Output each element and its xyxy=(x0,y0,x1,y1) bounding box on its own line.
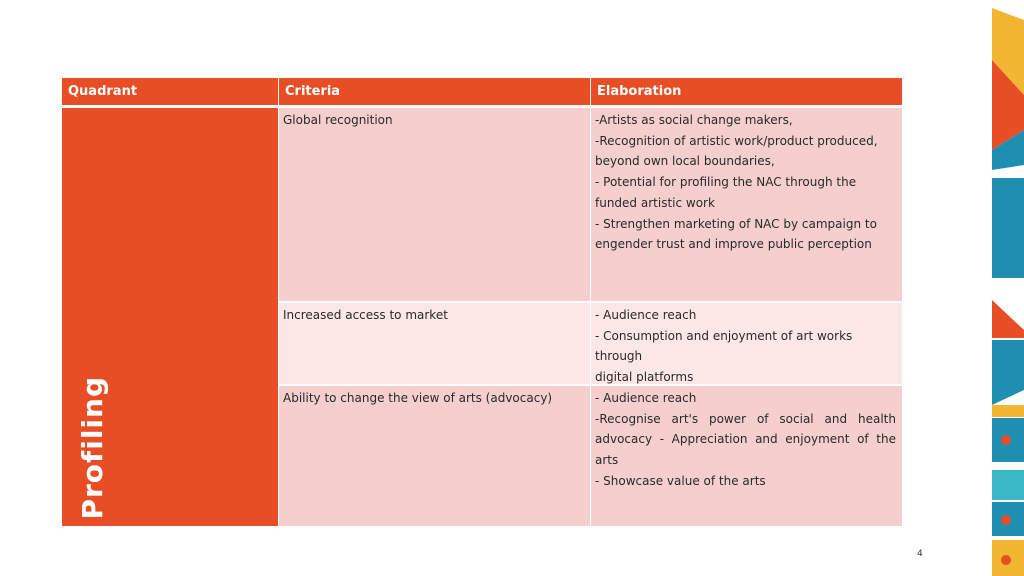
elaboration-line: digital platforms xyxy=(595,370,694,385)
page-number: 4 xyxy=(917,549,923,559)
criteria-text: Ability to change the view of arts (advocacy) xyxy=(283,391,553,405)
elaboration-line: - Potential for profiling the NAC through the xyxy=(595,175,857,190)
header-elaboration: Elaboration xyxy=(591,78,902,105)
header-criteria: Criteria xyxy=(279,78,590,105)
elaboration-cell-market-access xyxy=(591,303,902,384)
elaboration-line: - Consumption and enjoyment of art works through xyxy=(595,328,853,364)
criteria-cell-market-access xyxy=(279,303,590,384)
quadrant-cell xyxy=(62,108,278,526)
elaboration-line: funded artistic work xyxy=(595,195,715,210)
criteria-table xyxy=(62,78,902,526)
quadrant-label: Profiling xyxy=(76,376,109,520)
elaboration-line: -Recognition of artistic work/product produced, xyxy=(595,133,878,148)
criteria-cell-advocacy xyxy=(279,386,590,526)
elaboration-line: engender trust and improve public perception xyxy=(595,237,872,252)
criteria-text: Global recognition xyxy=(283,113,393,127)
elaboration-line: -Recognise art's power of social and health advocacy - Appreciation and enjoyment of the arts xyxy=(595,411,896,468)
elaboration-cell-advocacy xyxy=(591,386,902,526)
elaboration-line: - Strengthen marketing of NAC by campaign to xyxy=(595,216,877,231)
elaboration-line: - Audience reach xyxy=(595,308,697,322)
elaboration-cell-global-recognition xyxy=(591,108,902,301)
elaboration-line: - Showcase value of the arts xyxy=(595,473,766,488)
criteria-cell-global-recognition xyxy=(279,108,590,301)
elaboration-line: beyond own local boundaries, xyxy=(595,154,775,169)
criteria-text: Increased access to market xyxy=(283,308,448,322)
elaboration-line: -Artists as social change makers, xyxy=(595,113,793,127)
elaboration-line: - Audience reach xyxy=(595,391,697,405)
header-quadrant: Quadrant xyxy=(62,78,278,105)
decorative-stripe xyxy=(992,0,1024,576)
